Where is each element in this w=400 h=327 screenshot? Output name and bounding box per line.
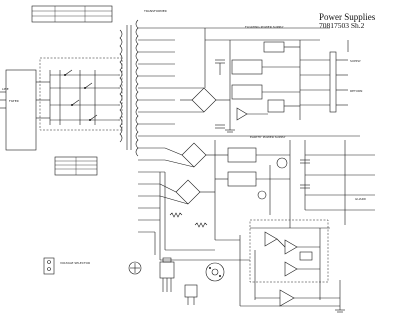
voltage-table [32, 6, 112, 22]
floating-output-connector [330, 52, 336, 112]
floating-regulator-2 [232, 85, 262, 99]
opamp-1 [265, 232, 277, 246]
earthy-regulator-1 [228, 148, 256, 162]
component-outlines [44, 258, 224, 305]
right-connectors [2, 40, 367, 201]
secondary-taps [138, 28, 180, 232]
opamp-2 [285, 240, 297, 254]
earthy-power-supply [160, 135, 375, 240]
earthy-supply-label: EARTHY POWER SUPPLY [250, 135, 286, 139]
small-package [185, 285, 197, 297]
earthy-bridge-1 [182, 143, 206, 167]
transformer-label: TRANSFORMER [144, 9, 167, 13]
to3-package [206, 263, 224, 281]
floating-supply-label: FLOATING POWER SUPPLY [245, 25, 284, 29]
floating-power-supply [175, 25, 348, 132]
lower-regulator-section [215, 210, 345, 312]
line-label: LINE [2, 87, 9, 91]
floating-opamp [237, 108, 247, 120]
earthy-bridge-2 [176, 180, 200, 204]
guard-label: GUARD [355, 197, 366, 201]
mains-input [0, 70, 36, 150]
floating-regulator-1 [232, 60, 262, 74]
filter-label: FILTER [9, 99, 19, 103]
opamp-3 [285, 262, 297, 276]
voltage-selector-switch [36, 58, 122, 130]
transformer [118, 9, 167, 156]
voltage-selector-label: VOLTAGE SELECTOR [60, 261, 91, 265]
supply-label: SUPPLY [350, 59, 361, 63]
earthy-regulator-2 [228, 172, 256, 186]
to220-package [160, 262, 174, 278]
return-label: RETURN [350, 89, 363, 93]
diagram-title: Power Supplies [319, 12, 376, 22]
selector-table [55, 157, 97, 175]
diagram-subtitle: 70817503 Sh.2 [319, 21, 365, 30]
floating-bridge-rectifier [192, 88, 216, 112]
opamp-4 [280, 290, 294, 306]
